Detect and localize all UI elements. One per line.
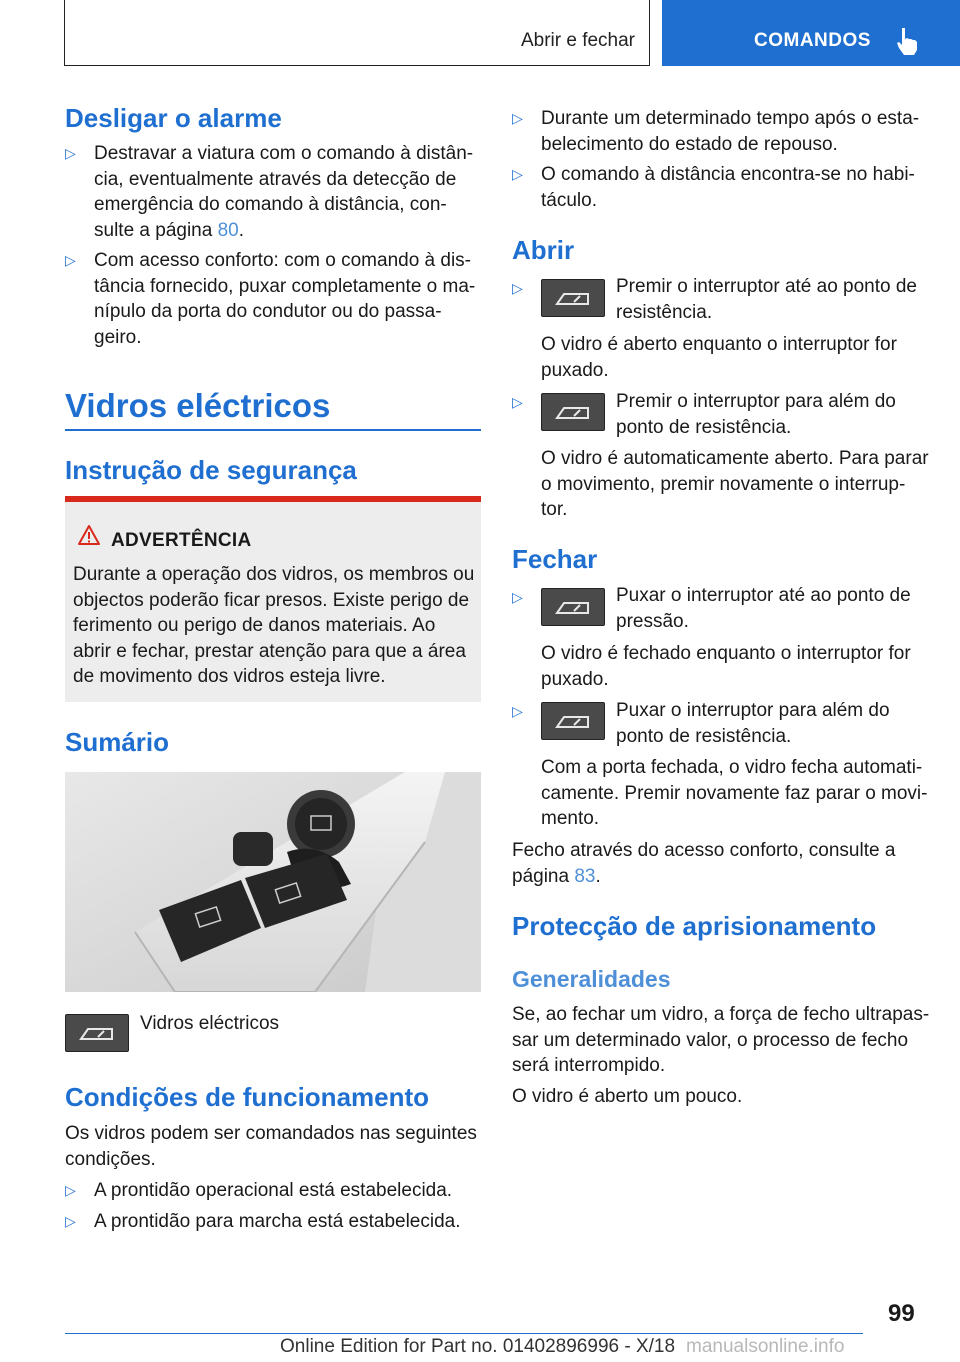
heading-disable-alarm: Desligar o alarme [65, 103, 282, 133]
window-switch-icon [541, 702, 605, 740]
window-switch-icon [541, 588, 605, 626]
heading-summary: Sumário [65, 727, 170, 757]
window-switch-icon [65, 1014, 129, 1052]
list-item: ▷ Destravar a viatura com o comando à distân- cia, eventualmente através da detecção de emergência do comando à distância, con- sulte a página 80. [65, 143, 474, 241]
triangle-bullet-icon: ▷ [65, 145, 76, 161]
heading-power-windows: Vidros eléctricos [65, 387, 331, 424]
header-section-title: Abrir e fechar [520, 30, 635, 51]
window-switch-icon [541, 393, 605, 431]
triangle-bullet-icon: ▷ [65, 1182, 76, 1198]
warning-box [65, 496, 481, 702]
condition-2: A prontidão para marcha está estabelecida. [94, 1211, 461, 1232]
alarm-step-2: Com acesso conforto: com o comando à dis- tância fornecido, puxar completamente o ma- nípulo da porta do condutor ou do passa- geiro. [94, 250, 476, 348]
condition-3: Durante um determinado tempo após o esta- belecimento do estado de repouso. [541, 108, 920, 155]
heading-close: Fechar [512, 544, 598, 574]
triangle-bullet-icon: ▷ [65, 1213, 76, 1229]
open-step-1-desc: O vidro é aberto enquanto o interruptor for puxado. [541, 334, 897, 381]
page-number: 99 [888, 1300, 915, 1327]
page-link-80[interactable]: 80 [217, 219, 239, 241]
general-text-2: O vidro é aberto um pouco. [512, 1086, 743, 1107]
warning-text: Durante a operação dos vidros, os membros ou objectos poderão ficar presos. Existe perigo de ferimento ou perigo de danos materiais. Ao abrir e fechar, prestar atenção para que a área de movimento dos vidros esteja livre. [73, 564, 475, 687]
heading-rule [65, 429, 481, 431]
header-section-box [64, 0, 650, 66]
triangle-bullet-icon: ▷ [65, 252, 76, 268]
general-text: Se, ao fechar um vidro, a força de fecho ultrapas- sar um determinado valor, o processo de fecho será interrompido. [512, 1004, 930, 1076]
window-switch-icon [541, 279, 605, 317]
close-step-2-desc: Com a porta fechada, o vidro fecha automati- camente. Premir novamente faz parar o movi- mento. [541, 757, 928, 829]
footer-rule [65, 1333, 863, 1334]
triangle-bullet-icon: ▷ [512, 280, 523, 296]
alarm-step-1: Destravar a viatura com o comando à distân- cia, eventualmente através da detecção de emergência do comando à distância, con- sulte a página [94, 143, 474, 241]
heading-pinch-protection: Protecção de aprisionamento [512, 911, 877, 941]
heading-conditions: Condições de funcionamento [65, 1082, 430, 1112]
heading-safety: Instrução de segurança [65, 455, 357, 485]
condition-4: O comando à distância encontra-se no habi- táculo. [541, 164, 915, 211]
triangle-bullet-icon: ▷ [512, 110, 523, 126]
warning-triangle-icon [77, 524, 101, 546]
close-step-2: Puxar o interruptor para além do ponto de resistência. [616, 700, 890, 747]
conditions-intro: Os vidros podem ser comandados nas seguintes condições. [65, 1123, 477, 1170]
close-step-1-desc: O vidro é fechado enquanto o interruptor for puxado. [541, 643, 911, 690]
open-step-2-desc: O vidro é automaticamente aberto. Para parar o movimento, premir novamente o interrup- tor. [541, 448, 929, 520]
pointing-hand-icon [894, 26, 920, 56]
header-chapter-tab [662, 0, 960, 66]
list-item [65, 1209, 481, 1235]
heading-general: Generalidades [512, 966, 671, 992]
window-switch-photo [65, 772, 481, 992]
triangle-bullet-icon: ▷ [512, 394, 523, 410]
list-item [512, 162, 930, 214]
triangle-bullet-icon: ▷ [512, 703, 523, 719]
warning-title: ADVERTÊNCIA [111, 530, 252, 551]
list-item [65, 248, 481, 352]
triangle-bullet-icon: ▷ [512, 589, 523, 605]
condition-1: A prontidão operacional está estabelecida. [94, 1180, 453, 1201]
open-step-1: Premir o interruptor até ao ponto de resistência. [616, 276, 918, 323]
heading-open: Abrir [512, 235, 575, 265]
footer-edition: Online Edition for Part no. 01402896996 - X/18 [280, 1336, 676, 1357]
footer-watermark: manualsonline.info [686, 1336, 845, 1357]
icon-caption: Vidros eléctricos [140, 1013, 280, 1034]
triangle-bullet-icon: ▷ [512, 166, 523, 182]
close-step-1: Puxar o interruptor até ao ponto de pressão. [616, 585, 911, 632]
comfort-close-text: Fecho através do acesso conforto, consulte a página 83. [512, 840, 896, 887]
open-step-2: Premir o interruptor para além do ponto de resistência. [616, 391, 896, 438]
list-item [512, 106, 930, 158]
page-link-83[interactable]: 83 [574, 865, 596, 887]
list-item [65, 1178, 481, 1204]
header-chapter-title: COMANDOS [754, 30, 871, 51]
